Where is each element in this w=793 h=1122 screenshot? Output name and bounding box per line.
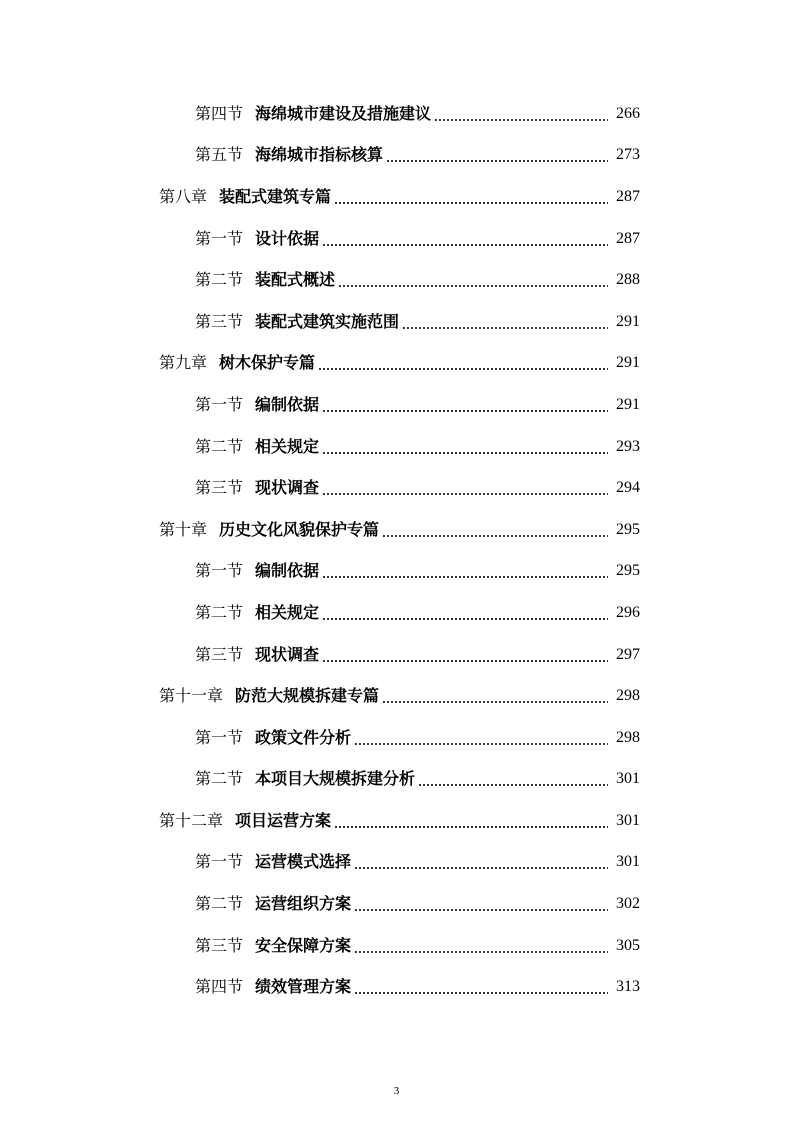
- toc-entry-page: 298: [616, 687, 640, 705]
- toc-entry[interactable]: [0, 93, 793, 135]
- toc-entry[interactable]: [0, 426, 793, 468]
- toc-entry-page: 305: [616, 936, 640, 954]
- toc-entry-page: 295: [616, 520, 640, 538]
- toc-entry-number: 第三节: [195, 311, 244, 331]
- toc-entry-page: 295: [616, 562, 640, 580]
- toc-entry-title: 装配式概述: [255, 270, 336, 290]
- toc-entry-number: 第二节: [195, 436, 244, 456]
- toc-entry-title: 运营组织方案: [255, 894, 352, 914]
- toc-entry[interactable]: [0, 467, 793, 509]
- table-of-contents: [0, 93, 793, 1008]
- toc-chapter-entry[interactable]: [0, 509, 793, 551]
- dot-leader: [354, 992, 608, 994]
- toc-entry-number: 第二节: [195, 602, 244, 622]
- toc-entry-number: 第八章: [159, 186, 208, 206]
- toc-entry-page: 298: [616, 728, 640, 746]
- toc-chapter-entry[interactable]: [0, 675, 793, 717]
- dot-leader: [354, 909, 608, 911]
- toc-entry-title: 相关规定: [255, 436, 320, 456]
- toc-entry-page: 266: [616, 104, 640, 122]
- toc-entry-title: 树木保护专篇: [219, 353, 316, 373]
- dot-leader: [322, 244, 608, 246]
- toc-entry-title: 编制依据: [255, 394, 320, 414]
- toc-entry-number: 第二节: [195, 270, 244, 290]
- toc-entry-page: 291: [616, 312, 640, 330]
- toc-entry-title: 现状调查: [255, 644, 320, 664]
- toc-entry[interactable]: [0, 259, 793, 301]
- toc-chapter-entry[interactable]: [0, 800, 793, 842]
- toc-entry-title: 设计依据: [255, 228, 320, 248]
- toc-entry-title: 相关规定: [255, 602, 320, 622]
- dot-leader: [334, 202, 608, 204]
- page-number: 3: [393, 1085, 400, 1097]
- toc-entry-page: 287: [616, 229, 640, 247]
- toc-entry-number: 第三节: [195, 644, 244, 664]
- toc-entry[interactable]: [0, 301, 793, 343]
- dot-leader: [354, 743, 608, 745]
- toc-entry-title: 装配式建筑专篇: [219, 186, 332, 206]
- toc-entry[interactable]: [0, 759, 793, 801]
- dot-leader: [322, 493, 608, 495]
- toc-chapter-entry[interactable]: [0, 176, 793, 218]
- toc-entry-title: 装配式建筑实施范围: [255, 311, 400, 331]
- dot-leader: [402, 327, 608, 329]
- dot-leader: [322, 576, 608, 578]
- toc-entry-number: 第十一章: [159, 686, 224, 706]
- toc-entry-title: 项目运营方案: [235, 810, 332, 830]
- toc-entry-number: 第五节: [195, 145, 244, 165]
- toc-entry-number: 第二节: [195, 894, 244, 914]
- dot-leader: [386, 160, 608, 162]
- toc-entry-number: 第十章: [159, 519, 208, 539]
- toc-entry-page: 294: [616, 479, 640, 497]
- toc-entry[interactable]: [0, 218, 793, 260]
- toc-entry[interactable]: [0, 842, 793, 884]
- toc-entry-number: 第四节: [195, 977, 244, 997]
- toc-entry-title: 防范大规模拆建专篇: [235, 686, 380, 706]
- toc-entry-page: 288: [616, 271, 640, 289]
- toc-entry-page: 301: [616, 853, 640, 871]
- toc-entry-page: 293: [616, 437, 640, 455]
- toc-entry[interactable]: [0, 384, 793, 426]
- dot-leader: [322, 410, 608, 412]
- toc-entry-number: 第一节: [195, 727, 244, 747]
- toc-chapter-entry[interactable]: [0, 343, 793, 385]
- toc-entry-number: 第十二章: [159, 810, 224, 830]
- toc-entry-number: 第一节: [195, 228, 244, 248]
- toc-entry-page: 296: [616, 603, 640, 621]
- toc-entry-page: 313: [616, 978, 640, 996]
- toc-entry-number: 第三节: [195, 935, 244, 955]
- toc-entry-number: 第三节: [195, 478, 244, 498]
- toc-entry-title: 海绵城市指标核算: [255, 145, 384, 165]
- toc-entry-page: 301: [616, 770, 640, 788]
- toc-entry-title: 运营模式选择: [255, 852, 352, 872]
- toc-entry[interactable]: [0, 592, 793, 634]
- toc-entry-title: 安全保障方案: [255, 935, 352, 955]
- toc-entry-number: 第四节: [195, 103, 244, 123]
- toc-entry-title: 编制依据: [255, 561, 320, 581]
- toc-entry-page: 301: [616, 811, 640, 829]
- dot-leader: [382, 701, 608, 703]
- dot-leader: [382, 535, 608, 537]
- toc-entry[interactable]: [0, 135, 793, 177]
- toc-entry-page: 291: [616, 354, 640, 372]
- toc-entry[interactable]: [0, 925, 793, 967]
- toc-entry-title: 海绵城市建设及措施建议: [255, 103, 432, 123]
- toc-entry-number: 第一节: [195, 561, 244, 581]
- toc-entry-number: 第一节: [195, 852, 244, 872]
- dot-leader: [322, 618, 608, 620]
- toc-entry[interactable]: [0, 883, 793, 925]
- dot-leader: [354, 867, 608, 869]
- toc-entry[interactable]: [0, 717, 793, 759]
- toc-entry-title: 绩效管理方案: [255, 977, 352, 997]
- toc-entry-number: 第一节: [195, 394, 244, 414]
- toc-entry[interactable]: [0, 551, 793, 593]
- dot-leader: [434, 119, 608, 121]
- dot-leader: [338, 285, 608, 287]
- toc-entry-title: 本项目大规模拆建分析: [255, 769, 416, 789]
- toc-entry-title: 现状调查: [255, 478, 320, 498]
- dot-leader: [318, 368, 608, 370]
- dot-leader: [322, 660, 608, 662]
- toc-entry-number: 第二节: [195, 769, 244, 789]
- toc-entry-title: 历史文化风貌保护专篇: [219, 519, 380, 539]
- toc-entry-page: 291: [616, 395, 640, 413]
- dot-leader: [354, 951, 608, 953]
- dot-leader: [322, 452, 608, 454]
- dot-leader: [334, 826, 608, 828]
- toc-entry-title: 政策文件分析: [255, 727, 352, 747]
- toc-entry-page: 297: [616, 645, 640, 663]
- toc-entry[interactable]: [0, 634, 793, 676]
- toc-entry-page: 302: [616, 895, 640, 913]
- toc-entry-page: 287: [616, 187, 640, 205]
- toc-entry-number: 第九章: [159, 353, 208, 373]
- toc-entry-page: 273: [616, 146, 640, 164]
- dot-leader: [418, 784, 608, 786]
- toc-entry[interactable]: [0, 966, 793, 1008]
